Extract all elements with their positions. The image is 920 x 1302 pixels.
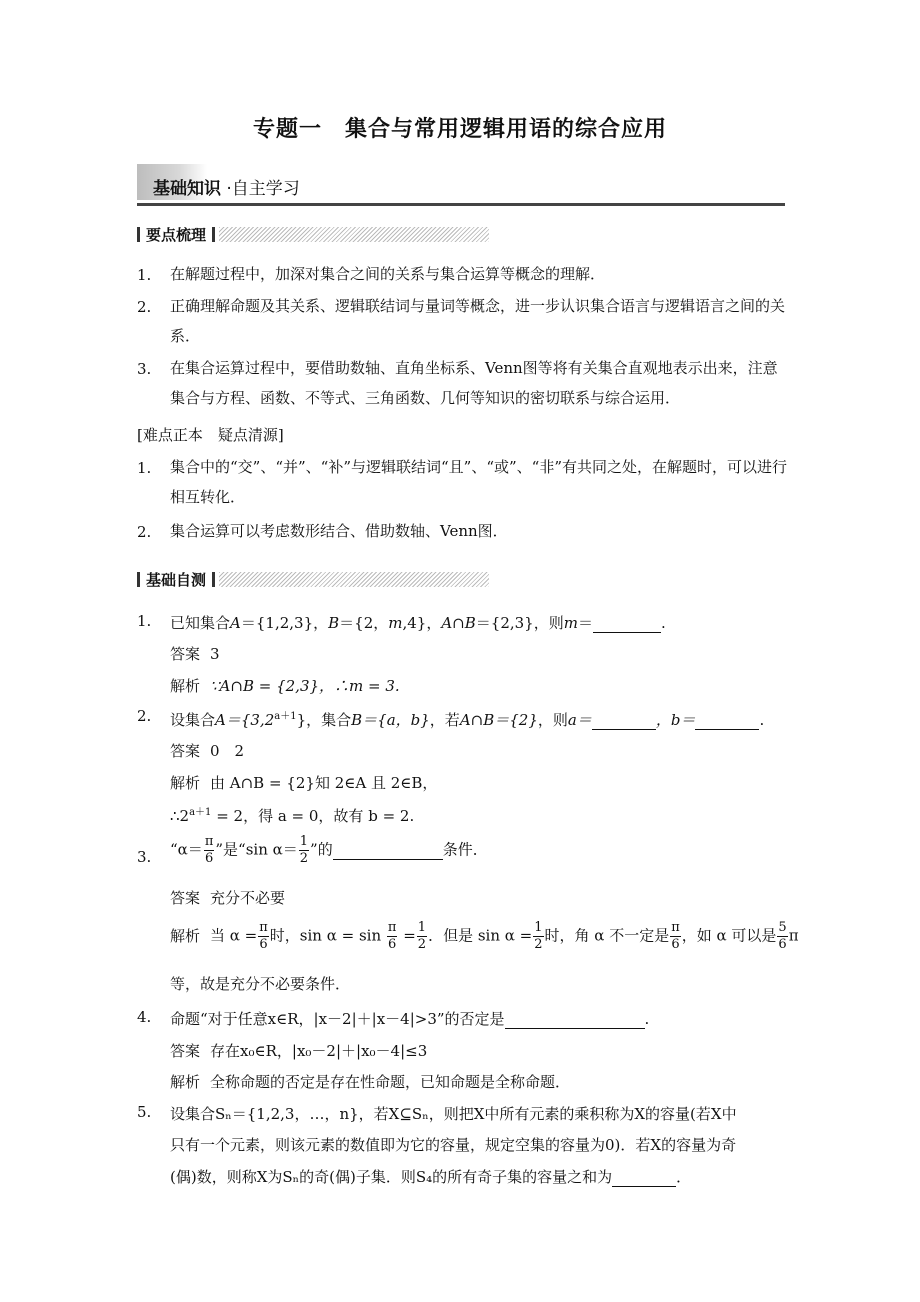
answer-row <box>170 1040 427 1061</box>
q1-var: A <box>230 614 241 632</box>
question-number: 5. <box>137 1103 152 1121</box>
difficulty-header: [难点正本 疑点清源] <box>137 426 284 444</box>
q2-text: ，集合 <box>306 711 352 729</box>
q2-text: 设集合 <box>170 711 216 729</box>
bar-icon <box>212 227 215 242</box>
answer-blank <box>695 711 759 730</box>
question-5-line1: 设集合Sₙ＝{1,2,3，…，n}，若X⊆Sₙ，则把X中所有元素的乘积称为X的容量(若X中 <box>170 1105 737 1123</box>
question-number: 4. <box>137 1008 152 1026</box>
subheader-key-points <box>137 224 489 244</box>
q1-text: ＝{1,2,3}， <box>240 614 329 632</box>
q2-var: ，b＝ <box>655 711 696 729</box>
question-number: 2. <box>137 707 152 725</box>
q2-var: a＝ <box>567 711 592 729</box>
list-number: 3. <box>137 360 152 378</box>
section-header <box>137 160 785 206</box>
answer-label: 答案 <box>170 889 201 907</box>
denominator: 2 <box>534 937 543 952</box>
answer-label: 答案 <box>170 645 201 663</box>
list-number: 2. <box>137 298 152 316</box>
analysis-row <box>170 675 400 696</box>
q3-text: ”是“sin α＝ <box>215 840 298 859</box>
list-item: 在集合运算过程中，要借助数轴、直角坐标系、Venn图等将有关集合直观地表示出来，注意集合与方程、函数、不等式、三角函数、几何等知识的密切联系与综合运用． <box>170 359 778 407</box>
denominator: 6 <box>778 937 787 952</box>
list-number: 2. <box>137 523 152 541</box>
q5-text: (偶)数，则称X为Sₙ的奇(偶)子集．则S₄的所有奇子集的容量之和为 <box>170 1168 613 1186</box>
numerator: 1 <box>534 920 543 935</box>
page-title: 专题一 集合与常用逻辑用语的综合应用 <box>252 117 667 142</box>
q2-text: ，则 <box>537 711 568 729</box>
q3-text: “α＝ <box>170 840 203 859</box>
bar-icon <box>212 572 215 587</box>
section-header-bold: 基础知识 <box>153 179 221 199</box>
question-number: 3. <box>137 848 152 866</box>
answer-value: 充分不必要 <box>210 889 286 907</box>
numerator: 5 <box>778 920 787 935</box>
fraction <box>533 920 543 953</box>
analysis-text: 时，角 α 不一定是 <box>544 926 670 945</box>
denominator: 6 <box>671 937 680 952</box>
denominator: 2 <box>299 851 309 866</box>
analysis-text: 由 A∩B = {2}知 2∈A 且 2∈B， <box>210 774 438 792</box>
q2-exponent: a＋1 <box>274 711 297 722</box>
list-item: 在解题过程中，加深对集合之间的关系与集合运算等概念的理解． <box>170 265 606 283</box>
analysis-label: 解析 <box>170 677 201 695</box>
analysis-text: = 2，得 a = 0，故有 b = 2. <box>211 807 415 825</box>
list-item: 正确理解命题及其关系、逻辑联结词与量词等概念，进一步认识集合语言与逻辑语言之间的关系． <box>170 297 786 345</box>
q1-var: A∩B <box>441 614 476 632</box>
list-number: 1. <box>137 459 152 477</box>
q1-var: m <box>563 614 578 632</box>
analysis-text: = <box>398 926 416 945</box>
answer-row <box>170 740 244 761</box>
bar-icon <box>137 227 140 242</box>
analysis-text: ，如 α 可以是 <box>681 926 777 945</box>
fraction <box>204 834 215 867</box>
answer-blank <box>505 1010 645 1029</box>
answer-label: 答案 <box>170 742 201 760</box>
question-2: 设集合$A=\{3,2^{a+1}\}$，集合B＝{a，b}，若A∩B＝{2}，则a＝ ，b＝ . <box>170 711 765 729</box>
analysis-text: ∴2 <box>170 807 190 825</box>
list-item: 集合中的“交”、“并”、“补”与逻辑联结词“且”、“或”、“非”有共同之处，在解题时，可以进行相互转化． <box>170 458 788 506</box>
denominator: 6 <box>204 851 214 866</box>
analysis-exponent: a＋1 <box>189 807 212 818</box>
question-1: 已知集合A＝{1,2,3}，B＝{2，m,4}，A∩B＝{2,3}，则m＝ . <box>170 614 666 632</box>
answer-blank <box>593 614 661 633</box>
section-header-rest: ·自主学习 <box>226 179 300 199</box>
q1-var: m <box>388 614 403 632</box>
answer-row <box>170 643 220 664</box>
question-5-line3 <box>170 1166 691 1187</box>
answer-value: 存在x₀∈R，|x₀－2|＋|x₀－4|≤3 <box>210 1042 428 1060</box>
hatch-decoration <box>219 227 489 242</box>
list-number: 1. <box>137 266 152 284</box>
hatch-decoration <box>219 572 489 587</box>
analysis-label: 解析 <box>170 774 201 792</box>
numerator: 1 <box>417 920 427 935</box>
numerator: π <box>387 920 397 935</box>
answer-row <box>170 887 285 908</box>
analysis-continued: 等，故是充分不必要条件． <box>170 975 351 993</box>
q2-var: B＝{a，b} <box>351 711 430 729</box>
fraction <box>417 920 427 953</box>
question-5-line2: 只有一个元素，则该元素的数值即为它的容量，规定空集的容量为0)．若X的容量为奇 <box>170 1136 737 1154</box>
numerator: π <box>204 834 214 849</box>
subheader-label: 基础自测 <box>146 571 207 589</box>
numerator: 1 <box>299 834 309 849</box>
answer-label: 答案 <box>170 1042 201 1060</box>
fraction <box>387 920 398 953</box>
numerator: π <box>671 920 680 935</box>
section-divider <box>137 203 785 206</box>
denominator: 6 <box>388 937 397 952</box>
list-item: 集合运算可以考虑数形结合、借助数轴、Venn图． <box>170 522 508 540</box>
analysis-row <box>170 772 437 793</box>
fraction <box>258 920 269 953</box>
question-3 <box>170 834 488 867</box>
q1-text: ,4}， <box>402 614 442 632</box>
analysis-text: ．但是 sin α = <box>428 926 533 945</box>
q4-text: 命题“对于任意x∈R，|x－2|＋|x－4|>3”的否定是 <box>170 1010 505 1028</box>
answer-blank <box>592 711 656 730</box>
bar-icon <box>137 572 140 587</box>
q5-text: ． <box>676 1168 692 1186</box>
answer-value: 3 <box>210 645 220 663</box>
q1-text: ＝{2， <box>339 614 389 632</box>
section-header-text <box>153 174 300 199</box>
numerator: π <box>259 920 268 935</box>
q1-text: ＝ <box>577 614 593 632</box>
analysis-continued <box>170 803 414 826</box>
q3-text: 条件． <box>442 840 488 859</box>
analysis-text: 全称命题的否定是存在性命题，已知命题是全称命题． <box>210 1073 571 1091</box>
q1-var: B <box>328 614 340 632</box>
answer-blank <box>333 841 443 860</box>
denominator: 2 <box>417 937 427 952</box>
question-4: 命题“对于任意x∈R，|x－2|＋|x－4|>3”的否定是 . <box>170 1010 650 1028</box>
analysis-text: ∵A∩B = {2,3}，∴m = 3. <box>210 677 400 695</box>
analysis-text: π <box>788 926 799 945</box>
q2-var: A＝{3,2 <box>215 711 275 729</box>
q3-text: ”的 <box>310 840 333 859</box>
analysis-label: 解析 <box>170 926 201 945</box>
answer-value: 0 2 <box>210 742 245 760</box>
answer-blank <box>612 1168 676 1187</box>
fraction <box>299 834 309 867</box>
fraction <box>670 920 681 953</box>
denominator: 6 <box>259 937 268 952</box>
subheader-label: 要点梳理 <box>146 226 207 244</box>
q1-text: 已知集合 <box>170 614 231 632</box>
analysis-label: 解析 <box>170 1073 201 1091</box>
fraction <box>777 920 787 953</box>
q1-text: ＝{2,3}，则 <box>475 614 564 632</box>
analysis-row <box>170 1071 570 1092</box>
question-number: 1. <box>137 612 152 630</box>
analysis-text: 当 α = <box>210 926 258 945</box>
q2-text: ，若 <box>429 711 460 729</box>
q2-var: A∩B＝{2} <box>459 711 538 729</box>
analysis-text: 时，sin α = sin <box>269 926 382 945</box>
analysis-row <box>170 920 799 953</box>
subheader-self-test <box>137 569 489 589</box>
